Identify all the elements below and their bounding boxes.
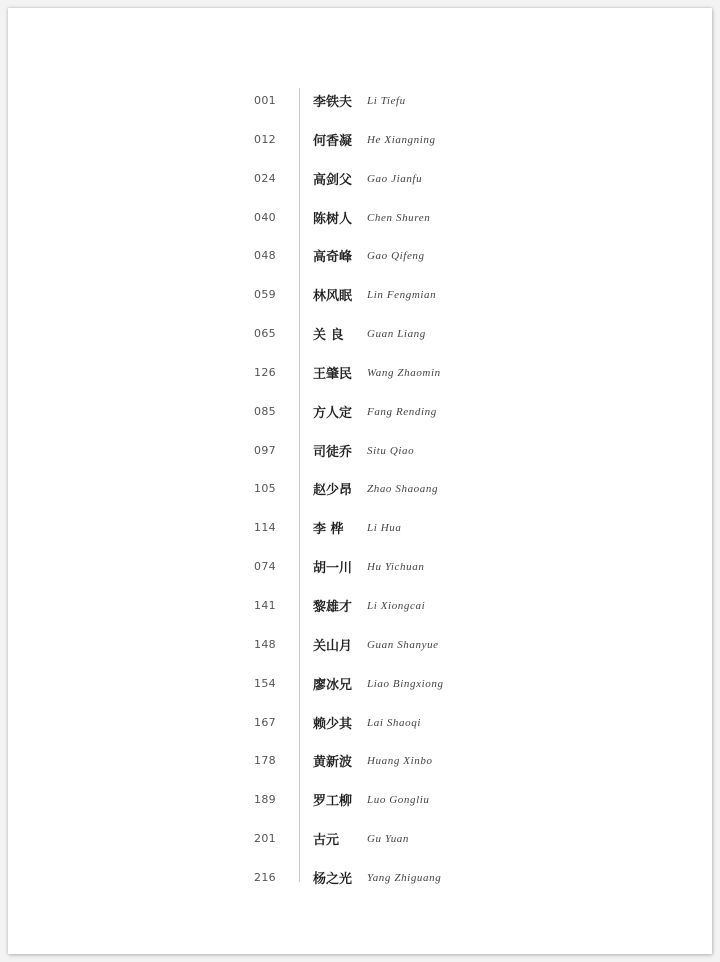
toc-entry[interactable]	[8, 237, 712, 276]
romanized-name: Situ Qiao	[367, 444, 415, 457]
romanized-name: Lin Fengmian	[367, 289, 437, 302]
page-number: 065	[254, 327, 276, 341]
toc-entry[interactable]	[8, 626, 712, 665]
romanized-name: Li Hua	[367, 522, 402, 535]
romanized-name: Zhao Shaoang	[367, 483, 439, 496]
page-number: 114	[254, 521, 276, 535]
romanized-name: Gao Jianfu	[367, 172, 423, 185]
toc-entry[interactable]	[8, 82, 712, 121]
romanized-name: Huang Xinbo	[367, 755, 433, 768]
page-number: 059	[254, 288, 276, 302]
chinese-name: 高剑父	[313, 172, 353, 188]
chinese-name: 古元	[313, 833, 340, 849]
page-number: 105	[254, 482, 276, 496]
romanized-name: Li Xiongcai	[367, 599, 426, 612]
chinese-name: 陈树人	[313, 211, 353, 227]
toc-entry[interactable]	[8, 315, 712, 354]
chinese-name: 方人定	[313, 405, 353, 421]
chinese-name: 罗工柳	[313, 794, 353, 810]
page-number: 167	[254, 715, 276, 729]
romanized-name: Gao Qifeng	[367, 250, 425, 263]
chinese-name: 林风眠	[313, 289, 353, 305]
page-number: 216	[254, 870, 276, 884]
chinese-name: 关山月	[313, 638, 353, 654]
toc-entry[interactable]	[8, 393, 712, 432]
chinese-name: 王肇民	[313, 366, 353, 382]
toc-entry[interactable]	[8, 704, 712, 743]
toc-entry[interactable]	[8, 665, 712, 704]
romanized-name: Guan Shanyue	[367, 638, 439, 651]
toc-entry[interactable]	[8, 509, 712, 548]
romanized-name: Chen Shuren	[367, 211, 431, 224]
toc-entry[interactable]	[8, 121, 712, 160]
toc-entry[interactable]	[8, 160, 712, 199]
chinese-name: 高奇峰	[313, 250, 353, 266]
page-number: 154	[254, 676, 276, 690]
toc-entry[interactable]	[8, 470, 712, 509]
toc-entry[interactable]	[8, 742, 712, 781]
toc-entry[interactable]	[8, 276, 712, 315]
chinese-name: 杨之光	[313, 871, 353, 887]
page-number: 189	[254, 793, 276, 807]
romanized-name: Li Tiefu	[367, 95, 406, 107]
chinese-name: 胡一川	[313, 561, 353, 577]
table-of-contents	[8, 82, 712, 898]
toc-entry[interactable]	[8, 859, 712, 898]
page-number: 024	[254, 171, 276, 185]
romanized-name: Hu Yichuan	[367, 561, 425, 574]
romanized-name: Luo Gongliu	[367, 794, 430, 807]
page-number: 141	[254, 598, 276, 612]
chinese-name: 司徒乔	[313, 444, 353, 460]
page-number: 074	[254, 560, 276, 574]
chinese-name: 廖冰兄	[313, 677, 353, 693]
toc-entry[interactable]	[8, 781, 712, 820]
page-number: 178	[254, 754, 276, 768]
page-number: 001	[254, 94, 276, 107]
romanized-name: Guan Liang	[367, 328, 426, 341]
page-number: 012	[254, 132, 276, 146]
romanized-name: Wang Zhaomin	[367, 366, 441, 379]
page-number: 097	[254, 443, 276, 457]
page-number: 126	[254, 365, 276, 379]
romanized-name: He Xiangning	[367, 133, 436, 146]
chinese-name: 赵少昂	[313, 483, 353, 499]
toc-entry[interactable]	[8, 354, 712, 393]
page-number: 148	[254, 637, 276, 651]
chinese-name: 赖少其	[313, 716, 353, 732]
toc-entry[interactable]	[8, 820, 712, 859]
chinese-name: 李 桦	[313, 522, 344, 538]
toc-entry[interactable]	[8, 587, 712, 626]
page-number: 048	[254, 249, 276, 263]
document-page	[8, 8, 712, 954]
romanized-name: Lai Shaoqi	[367, 716, 421, 729]
chinese-name: 黄新波	[313, 755, 353, 771]
page-number: 085	[254, 404, 276, 418]
toc-entry[interactable]	[8, 432, 712, 471]
romanized-name: Fang Rending	[367, 405, 437, 418]
romanized-name: Yang Zhiguang	[367, 871, 442, 884]
chinese-name: 黎雄才	[313, 599, 353, 615]
page-number: 201	[254, 832, 276, 846]
chinese-name: 李铁夫	[313, 95, 353, 110]
toc-entry[interactable]	[8, 199, 712, 238]
toc-entry[interactable]	[8, 548, 712, 587]
chinese-name: 何香凝	[313, 133, 353, 149]
chinese-name: 关 良	[313, 328, 344, 344]
page-number: 040	[254, 210, 276, 224]
romanized-name: Liao Bingxiong	[367, 677, 444, 690]
romanized-name: Gu Yuan	[367, 833, 410, 846]
